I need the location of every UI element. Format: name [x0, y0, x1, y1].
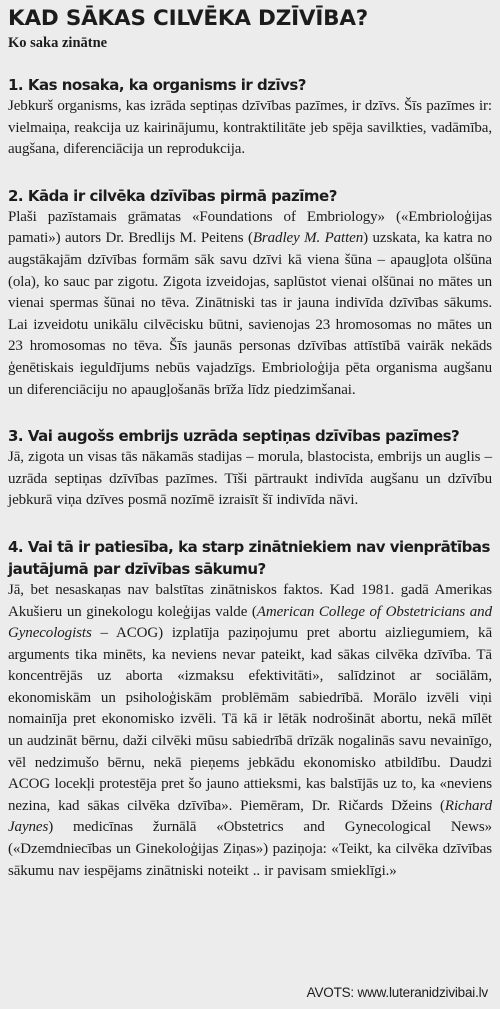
- faq-section-4: [8, 536, 492, 882]
- faq-section-2: [8, 185, 492, 401]
- italic-text: Bradley M. Patten: [252, 230, 364, 247]
- page-title: KAD SĀKAS CILVĒKA DZĪVĪBA?: [8, 6, 369, 31]
- faq-question: 2. Kāda ir cilvēka dzīvības pirmā pazīme?: [8, 186, 337, 205]
- faq-sections: [8, 74, 492, 882]
- faq-answer: [8, 447, 492, 512]
- text-run: Jebkurš organisms, kas izrāda septiņas dzīvības pazīmes, ir dzīvs. Šīs pazīmes ir: vielmaiņa, reakcija uz kairinājumu, kontraktilitāte jeb spēja savilkties, vadāmība, augšana, diferenciācija un reprodukcija.: [8, 98, 492, 158]
- faq-question: 1. Kas nosaka, ka organisms ir dzīvs?: [8, 76, 306, 94]
- page-subtitle: Ko saka zinātne: [8, 35, 108, 51]
- italic-text: Richard Jaynes: [8, 797, 492, 836]
- text-run: Jā, zigota un visas tās nākamās stadijas – morula, blastocista, embrijs un auglis – uzrāda septiņas dzīvības pazīmes. Tīši pārtraukt indivīda augšanu un dzīvību jebkurā viņa dzīves posmā nozīmē izraisīt šī indivīda nāvi.: [8, 449, 492, 509]
- faq-section-3: [8, 425, 492, 512]
- source-credit: AVOTS: www.luteranidzivibai.lv: [306, 985, 488, 1000]
- text-run: Jā, bet nesaskaņas nav balstītas zinātniskos faktos. Kad 1981. gadā Amerikas Akušieru un ginekologu koleģijas valde (: [8, 581, 492, 620]
- faq-answer: [8, 207, 492, 401]
- faq-answer: [8, 96, 492, 161]
- faq-answer: [8, 580, 492, 882]
- text-run: ) medicīnas žurnālā «Obstetrics and Gynecological News» («Dzemdniecības un Ginekoloģijas Ziņas») paziņoja: «Teikt, ka cilvēka dzīvības sākumu nav iespējams zinātniski noteikt .. ir pavisam smieklīgi.»: [8, 819, 492, 879]
- text-run: – ACOG) izplatīja paziņojumu pret abortu aizliegumiem, kā arguments tika minēts, ka neviens nevar pateikt, kad sākas cilvēka dzīvība. Tā koncentrējās uz aborta «izmaksu efektivitāti», salīdzinot ar sociālām, ekonomiskām un psiholoģiskām problēmām sabiedrībā. Morālo izvēli viņi nomainīja pret ekonomisko izvēli. Tā kā ir lētāk nodrošināt abortu, nekā mīlēt un audzināt bērnu, daži cilvēki mūsu sabiedrībā drīzāk nogalinās savu nevainīgo, vēl nedzimušo bērnu, nekā pieņems jebkādu ekonomisko atbildību. Daudzi ACOG locekļi protestēja pret šo jauno attieksmi, kas balstījās uz to, ka «neviens nezina, kad sākas cilvēka dzīvība». Piemēram, Dr. Ričards Džeins (: [8, 625, 492, 814]
- text-run: Plaši pazīstamais grāmatas «Foundations of Embriology» («Embrioloģijas pamati») autors Dr. Bredlijs M. Peitens (: [8, 208, 492, 247]
- text-run: ) uzskata, ka katra no augstākajām dzīvības formām sāk savu dzīvi kā viena šūna – apaugļota olšūna (ola), ko sauc par zigotu. Zigota izveidojas, saplūstot vienai olšūnai no mātes un vienai spermas šūnai no tēva. Zinātniski tas ir jauna indivīda dzīvības sākums. Lai izveidotu unikālu cilvēcisku būtni, savienojas 23 hromosomas no mātes un 23 hromosomas no tēva. Šīs jaunās personas dzīvības attīstībā vairāk nekāds ģenētiskais ieguldījums nebūs vajadzīgs. Embrioloģija pēta organisma augšanu un diferenciāciju no apaugļošanās brīža līdz piedzimšanai.: [8, 230, 493, 398]
- faq-section-1: [8, 74, 492, 161]
- faq-question: 3. Vai augošs embrijs uzrāda septiņas dzīvības pazīmes?: [8, 427, 460, 446]
- italic-text: American College of Obstetricians and Gynecologists: [8, 603, 492, 642]
- faq-question: 4. Vai tā ir patiesība, ka starp zinātniekiem nav vienprātības jautājumā par dzīvības sākumu?: [8, 537, 490, 578]
